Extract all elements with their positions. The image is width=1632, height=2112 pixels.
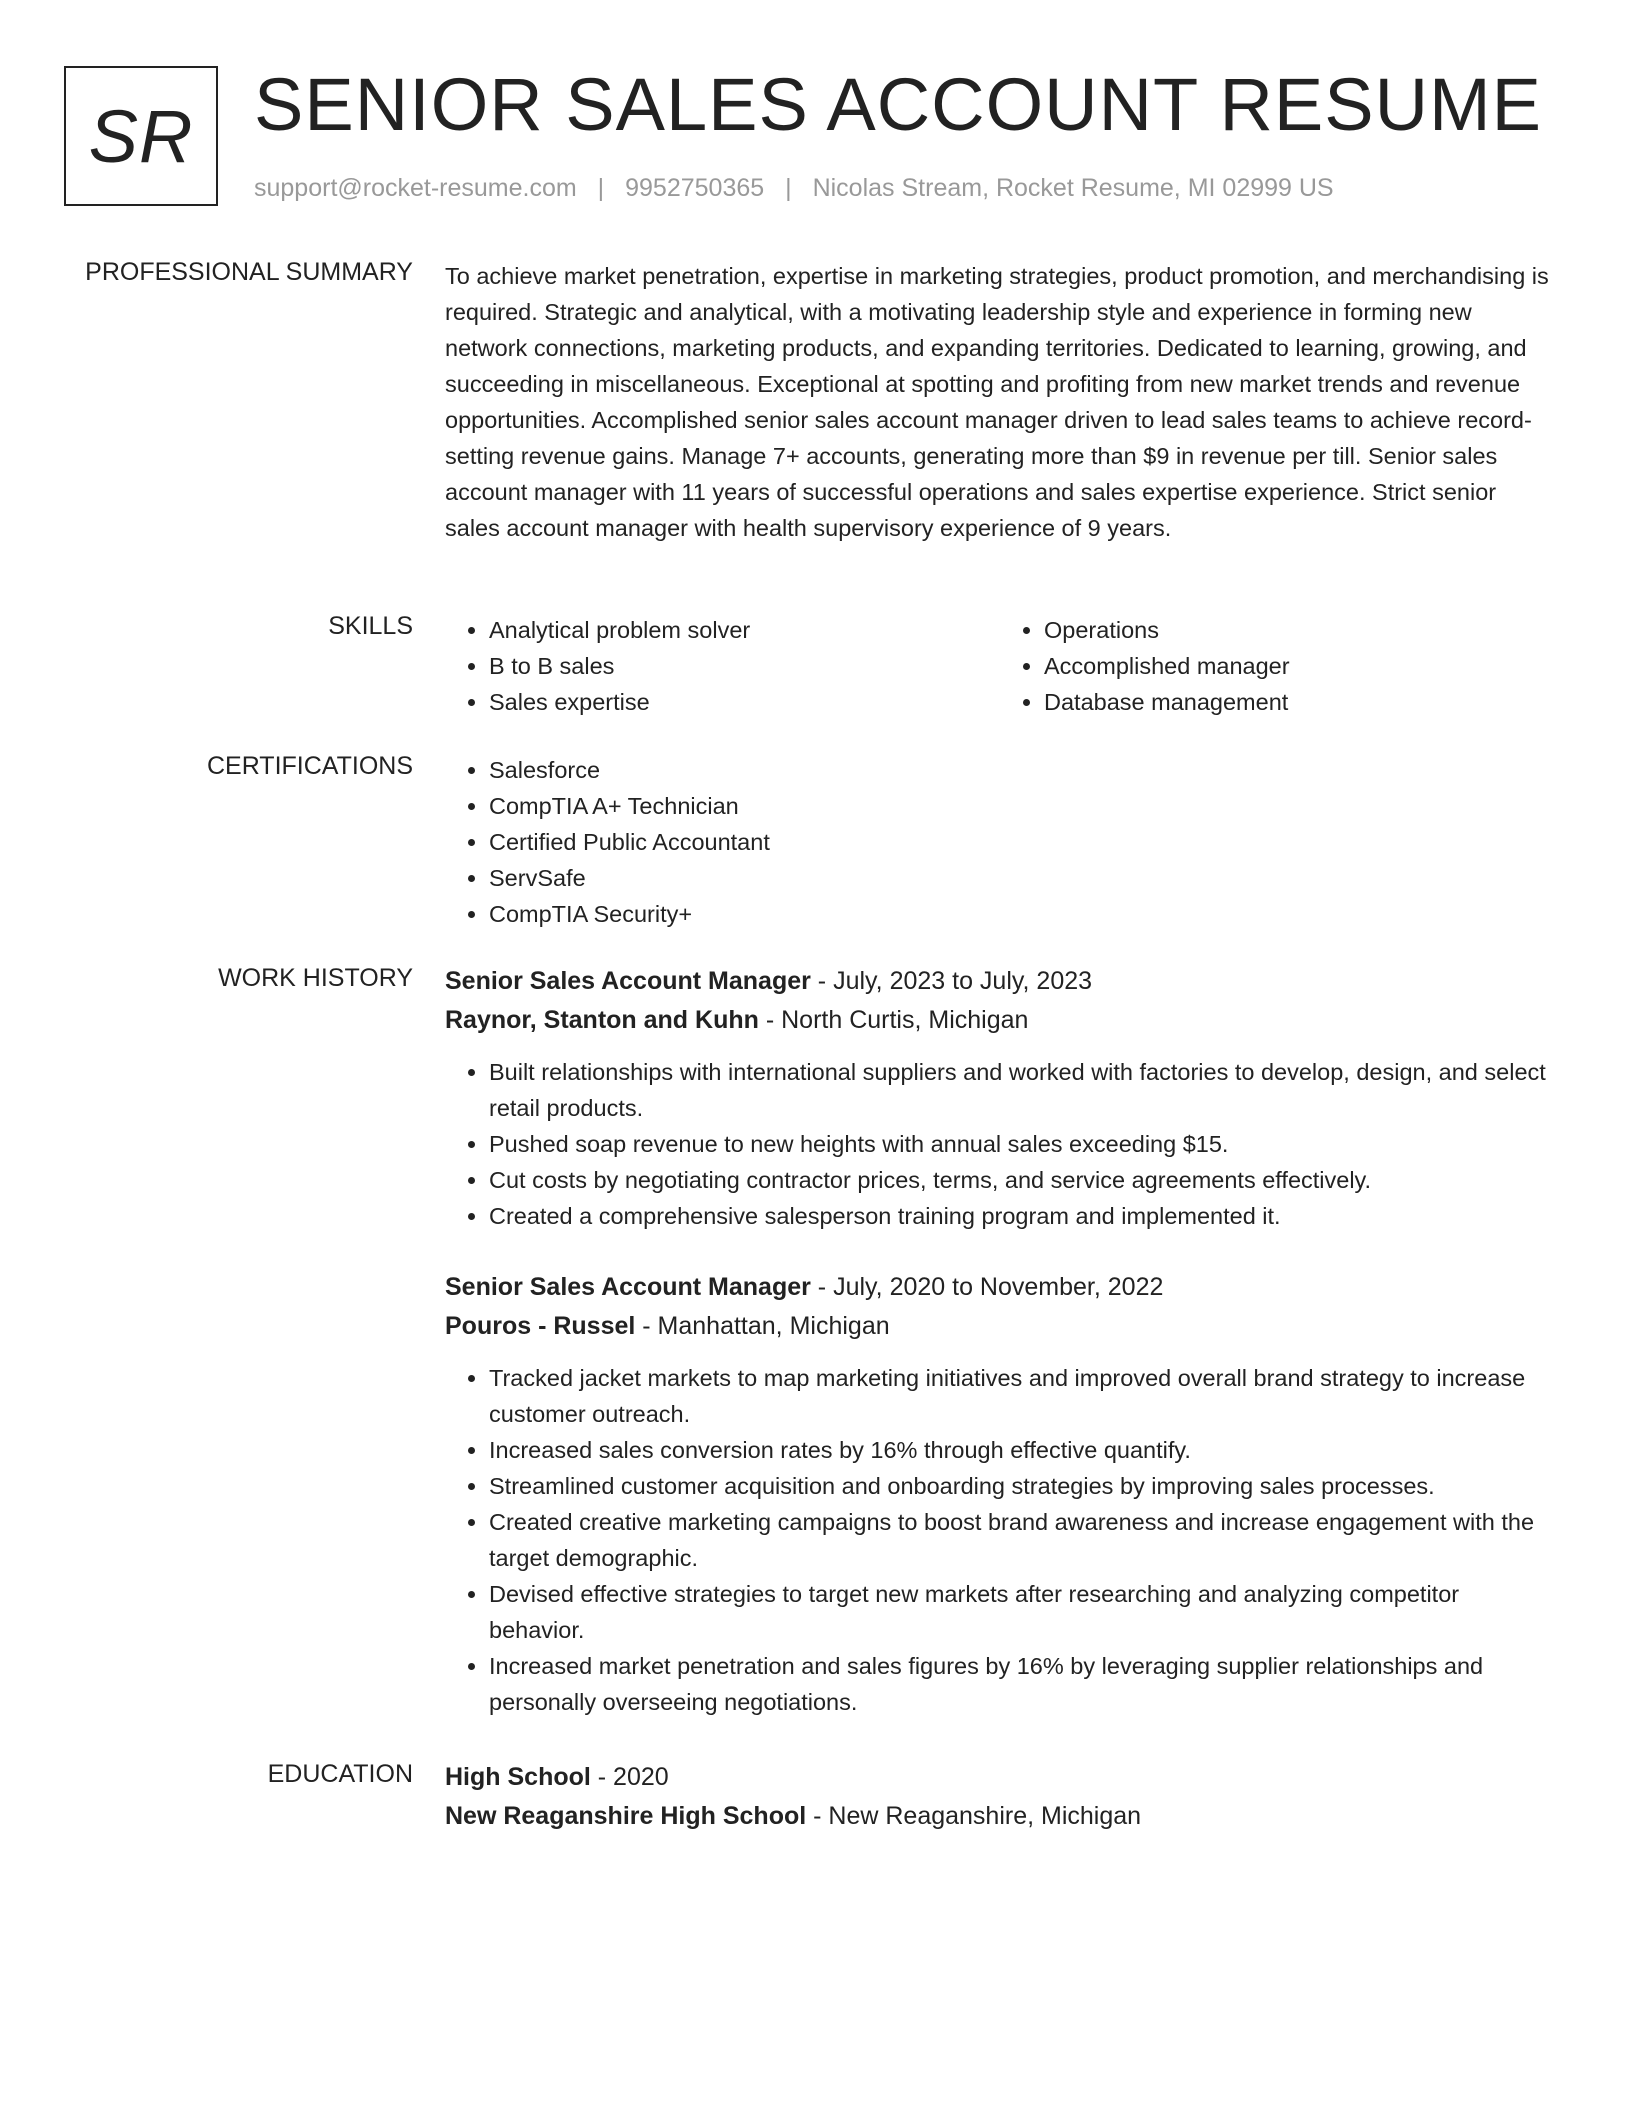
education-year: - 2020: [590, 1763, 669, 1791]
summary-text: To achieve market penetration, expertise in marketing strategies, product promotion, and merchandising is required. Strategic and analytical, with a motivating leadership style and experience in forming new network connections, marketing products, and expanding territories. Dedicated to learning, growing, and succeeding in miscellaneous. Exceptional at spotting and profiting from new market trends and revenue opportunities. Accomplished senior sales account manager driven to lead sales teams to achieve record-setting revenue gains. Manage 7+ accounts, generating more than $9 in revenue per till. Senior sales account manager with 11 years of successful operations and sales expertise experience. Strict senior sales account manager with health supervisory experience of 9 years.: [445, 263, 1549, 541]
job-bullet: • Built relationships with international suppliers and worked with factories to develop, design, and select retail products.: [489, 1054, 1555, 1126]
job-bullet: • Pushed soap revenue to new heights with annual sales exceeding $15.: [489, 1126, 1555, 1162]
job-title-line: [445, 1268, 1555, 1307]
certifications-list: [445, 752, 1555, 932]
contact-email: support@rocket-resume.com: [254, 174, 577, 202]
certification-item: • CompTIA Security+: [489, 896, 1555, 932]
job-bullet: • Created a comprehensive salesperson training program and implemented it.: [489, 1198, 1555, 1234]
monogram-logo: SR: [64, 66, 218, 206]
contact-line: [254, 174, 1334, 203]
job-bullets: [445, 1360, 1555, 1720]
job-title: Senior Sales Account Manager: [445, 967, 811, 995]
education-school-line: [445, 1797, 1555, 1836]
job-bullets: [445, 1054, 1555, 1234]
certification-item: • ServSafe: [489, 860, 1555, 896]
contact-phone: 9952750365: [625, 174, 765, 202]
skill-item: • Database management: [1044, 684, 1555, 720]
job-bullet: • Streamlined customer acquisition and onboarding strategies by improving sales processes.: [489, 1468, 1555, 1504]
education-degree: High School: [445, 1763, 591, 1791]
section-label-summary: PROFESSIONAL SUMMARY: [85, 258, 413, 286]
job-entry: [445, 962, 1555, 1234]
job-company-line: [445, 1307, 1555, 1346]
contact-address: Nicolas Stream, Rocket Resume, MI 02999 US: [812, 174, 1334, 202]
job-dates: - July, 2020 to November, 2022: [810, 1273, 1164, 1301]
summary-body: [445, 258, 1555, 546]
certification-item: • CompTIA A+ Technician: [489, 788, 1555, 824]
skill-item: • Analytical problem solver: [489, 612, 1000, 648]
contact-separator: |: [785, 174, 792, 202]
skills-body: [445, 612, 1555, 720]
certification-item: • Salesforce: [489, 752, 1555, 788]
education-body: [445, 1758, 1555, 1836]
resume-header: [64, 63, 1568, 210]
job-company: Pouros - Russel: [445, 1312, 636, 1340]
job-dates: - July, 2023 to July, 2023: [810, 967, 1093, 995]
skills-list-left: [445, 612, 1000, 720]
skill-item: • Sales expertise: [489, 684, 1000, 720]
job-entry: [445, 1268, 1555, 1720]
skills-list-right: [1000, 612, 1555, 720]
education-school: New Reaganshire High School: [445, 1802, 807, 1830]
section-label-work-history: WORK HISTORY: [218, 964, 413, 992]
job-bullet: • Devised effective strategies to target new markets after researching and analyzing competitor behavior.: [489, 1576, 1555, 1648]
resume-title: SENIOR SALES ACCOUNT RESUME: [254, 63, 1543, 146]
job-title: Senior Sales Account Manager: [445, 1273, 811, 1301]
job-bullet: • Increased market penetration and sales figures by 16% by leveraging supplier relationships and personally overseeing negotiations.: [489, 1648, 1555, 1720]
job-bullet: • Tracked jacket markets to map marketing initiatives and improved overall brand strategy to increase customer outreach.: [489, 1360, 1555, 1432]
job-location: - North Curtis, Michigan: [758, 1006, 1029, 1034]
certifications-body: [445, 752, 1555, 932]
skill-item: • B to B sales: [489, 648, 1000, 684]
job-bullet: • Increased sales conversion rates by 16% through effective quantify.: [489, 1432, 1555, 1468]
job-company: Raynor, Stanton and Kuhn: [445, 1006, 759, 1034]
contact-separator: |: [597, 174, 605, 202]
education-location: - New Reaganshire, Michigan: [806, 1802, 1142, 1830]
section-label-education: EDUCATION: [267, 1760, 413, 1788]
section-label-skills: SKILLS: [328, 612, 413, 640]
job-bullet: • Cut costs by negotiating contractor prices, terms, and service agreements effectively.: [489, 1162, 1555, 1198]
education-degree-line: [445, 1758, 1555, 1797]
job-bullet: • Created creative marketing campaigns to boost brand awareness and increase engagement with the target demographic.: [489, 1504, 1555, 1576]
job-title-line: [445, 962, 1555, 1001]
skill-item: • Operations: [1044, 612, 1555, 648]
job-company-line: [445, 1001, 1555, 1040]
job-location: - Manhattan, Michigan: [635, 1312, 890, 1340]
certification-item: • Certified Public Accountant: [489, 824, 1555, 860]
section-label-certifications: CERTIFICATIONS: [206, 752, 413, 780]
skill-item: • Accomplished manager: [1044, 648, 1555, 684]
